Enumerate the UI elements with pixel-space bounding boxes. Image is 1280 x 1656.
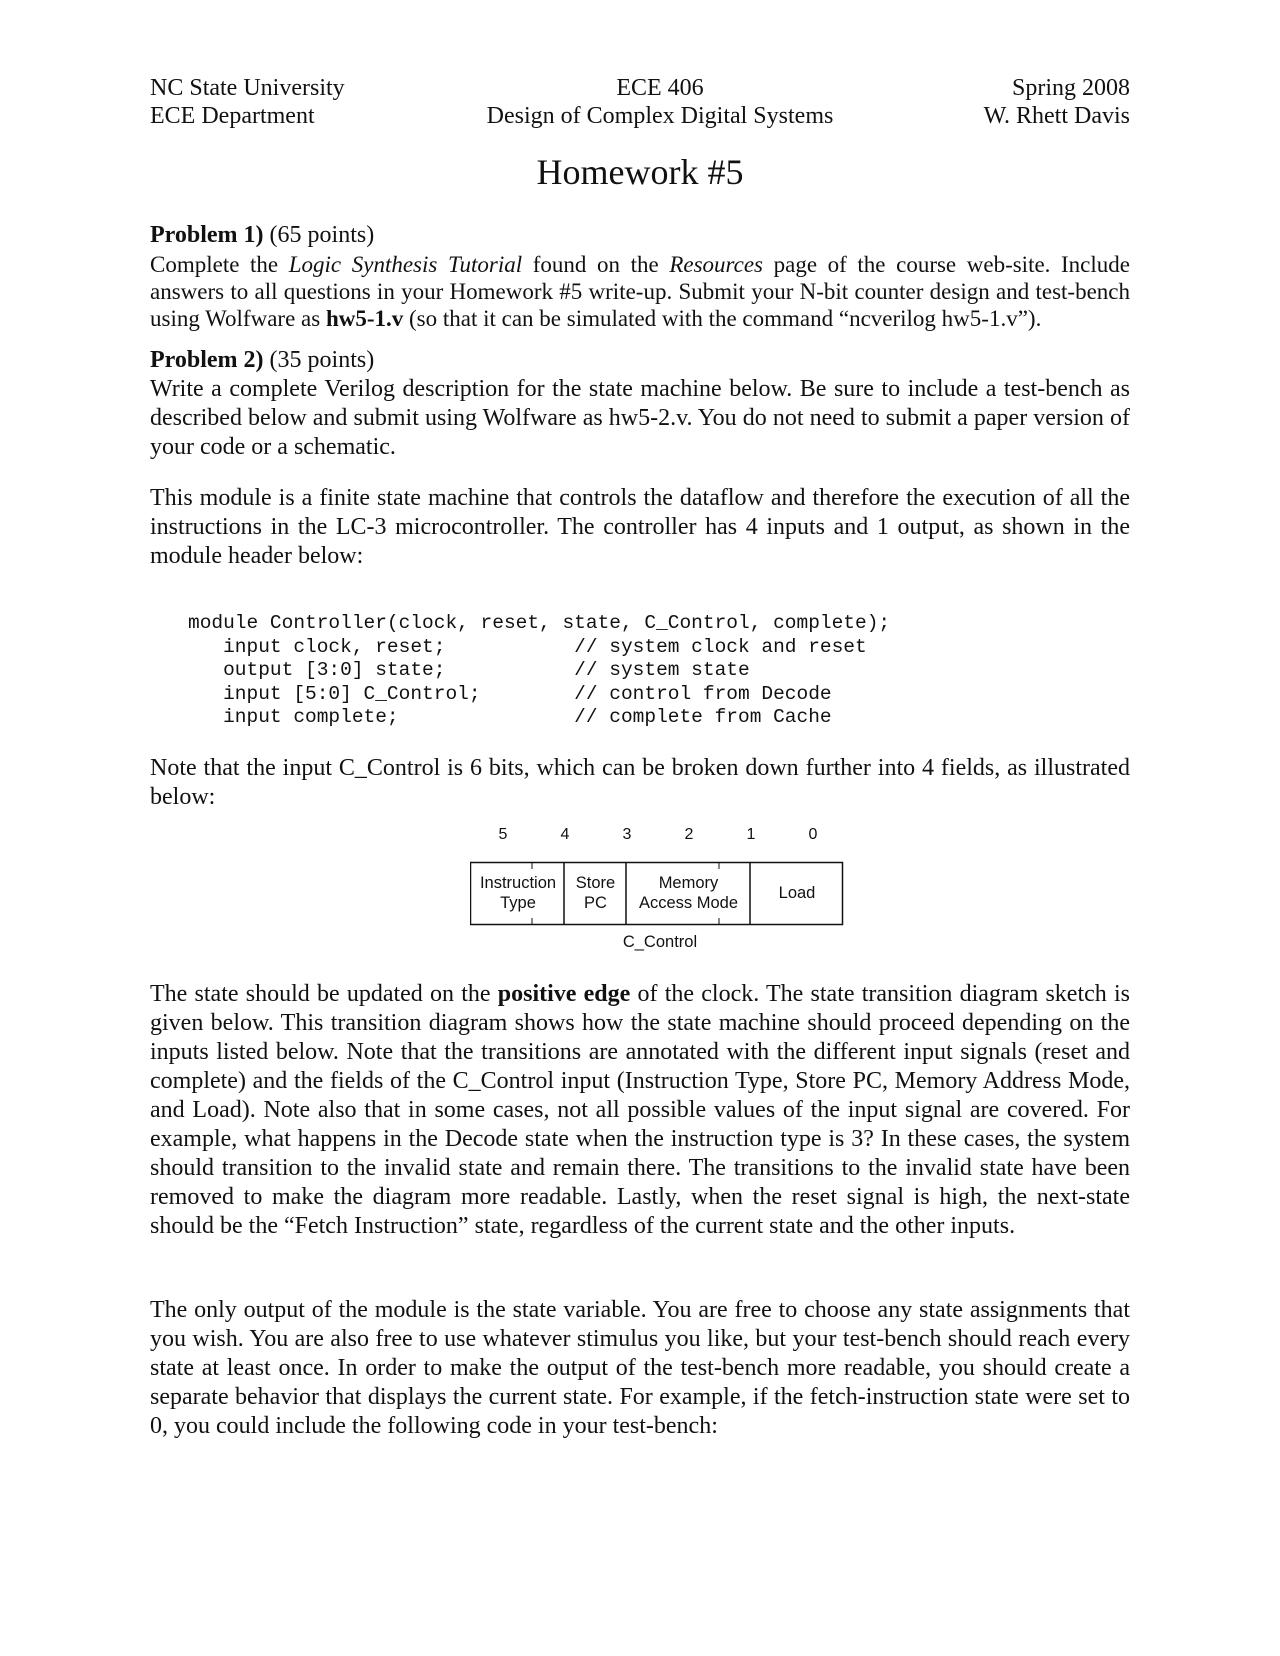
- c-control-note: Note that the input C_Control is 6 bits, which can be broken down further into 4 fields, as illustrated below:: [150, 755, 1130, 810]
- problem1-label: Problem 1): [150, 222, 264, 248]
- problem2-intro: Write a complete Verilog description for the state machine below. Be sure to include a test-bench as described below and submit using Wolfware as hw5-2.v. You do not need to submit a paper version of your code or a schematic.: [150, 376, 1130, 460]
- problem1-text-part: page of the course web-site. Include answers to all questions in your Homework #5 write-up. Submit your N-bit counter design and test-bench using Wolfware as: [150, 252, 1130, 331]
- header-left: [150, 74, 345, 130]
- transition-text-part: of the clock. The state transition diagram sketch is given below. This transition diagram shows how the state machine should proceed depending on the inputs listed below. Note that the transitions are annotated with the different input signals (reset and complete) and the fields of the C_Control input (Instruction Type, Store PC, Memory Address Mode, and Load). Note also that in some cases, not all possible values of the input signal are covered. For example, what happens in the Decode state when the instruction type is 3? In these cases, the system should transition to the invalid state and remain there. The transitions to the invalid state have been removed to make the diagram more readable. Lastly, when the reset signal is high, the next-state should be the “Fetch Instruction” state, regardless of the current state and the other inputs.: [150, 981, 1131, 1239]
- problem1-points: (65 points): [269, 222, 375, 248]
- problem1-text-part: (so that it can be simulated with the command “ncverilog hw5-1.v”).: [403, 306, 1042, 331]
- field-label: Store: [575, 874, 616, 892]
- c-control-bitfield-diagram: [470, 826, 850, 956]
- submission-filename: hw5-1.v: [325, 306, 404, 331]
- page-title: Homework #5: [536, 152, 744, 192]
- code-line: input complete; // complete from Cache: [188, 706, 832, 728]
- code-line: input [5:0] C_Control; // control from Decode: [188, 682, 832, 705]
- bit-number-4: 4: [560, 826, 570, 843]
- problem2-points: (35 points): [269, 347, 375, 373]
- transition-description: [150, 980, 1130, 1241]
- semester: Spring 2008: [1011, 75, 1130, 101]
- field-instruction-type: [472, 862, 564, 924]
- field-memory-access-mode: [627, 862, 750, 924]
- transition-text-part: The state should be updated on the: [150, 981, 498, 1007]
- problem2-section: [150, 346, 1130, 462]
- module-description: This module is a finite state machine that controls the dataflow and therefore the execution of all the instructions in the LC-3 microcontroller. The controller has 4 inputs and 1 output, as shown in the module header below:: [150, 485, 1130, 569]
- field-store-pc: [565, 862, 626, 924]
- field-label: Access Mode: [638, 894, 739, 912]
- university-name: NC State University: [150, 75, 345, 101]
- resources-page-name: Resources: [669, 252, 763, 277]
- problem1-text-part: found on the: [522, 252, 670, 277]
- field-label: Load: [778, 884, 816, 902]
- problem1-text-part: Complete the: [150, 252, 289, 277]
- problem1-text: [150, 251, 1130, 332]
- problem2-label: Problem 2): [150, 347, 264, 373]
- field-load: [751, 862, 843, 924]
- bit-number-2: 2: [684, 826, 694, 843]
- code-line: output [3:0] state; // system state: [188, 659, 750, 681]
- bit-number-3: 3: [622, 826, 632, 843]
- code-line: module Controller(clock, reset, state, C_Control, complete);: [188, 612, 891, 634]
- header-right: [984, 74, 1130, 130]
- course-number: ECE 406: [616, 75, 704, 101]
- verilog-code-block: [188, 612, 890, 730]
- bit-number-5: 5: [498, 826, 508, 843]
- bit-number-0: 0: [808, 826, 818, 843]
- output-description: The only output of the module is the state variable. You are free to choose any state assignments that you wish. You are also free to use whatever stimulus you like, but your test-bench should reach every state at least once. In order to make the output of the test-bench more readable, you should create a separate behavior that displays the current state. For example, if the fetch-instruction state were set to 0, you could include the following code in your test-bench:: [150, 1297, 1130, 1439]
- tutorial-name: Logic Synthesis Tutorial: [288, 252, 523, 277]
- code-line: input clock, reset; // system clock and reset: [188, 635, 867, 658]
- bit-number-1: 1: [746, 826, 756, 843]
- problem1-section: [150, 222, 1130, 332]
- positive-edge-emphasis: positive edge: [497, 981, 631, 1007]
- field-label: Instruction: [479, 874, 557, 892]
- field-label: Memory: [658, 874, 719, 892]
- field-label: Type: [500, 894, 536, 912]
- problem2-heading: [150, 346, 1130, 375]
- course-title: Design of Complex Digital Systems: [486, 103, 834, 129]
- instructor-name: W. Rhett Davis: [983, 103, 1130, 129]
- diagram-caption: C_Control: [622, 933, 698, 951]
- problem1-heading: [150, 222, 1130, 249]
- header-center: [440, 74, 880, 130]
- field-label: PC: [584, 894, 607, 912]
- department-name: ECE Department: [150, 103, 315, 129]
